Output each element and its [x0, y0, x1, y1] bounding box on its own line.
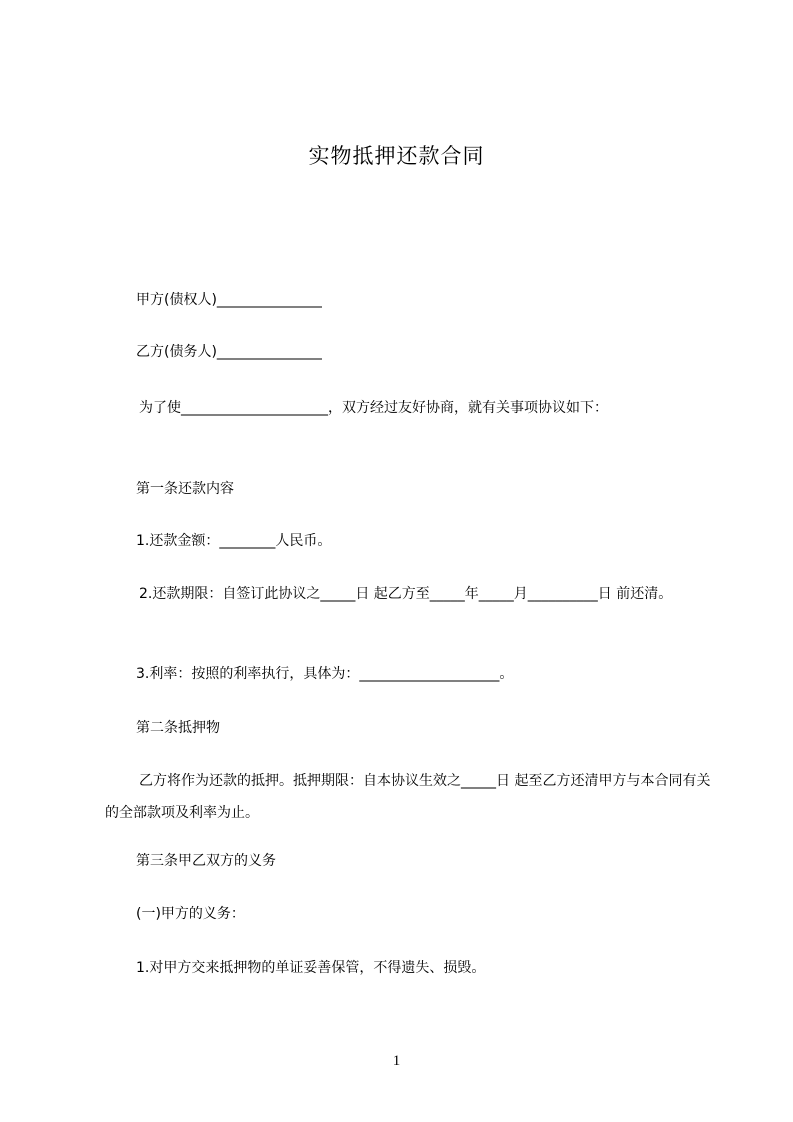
article-3-item-1: 1.对甲方交来抵押物的单证妥善保管，不得遗失、损毁。: [136, 960, 486, 976]
party-a-line: 甲方(债权人)_______________: [136, 292, 322, 308]
article-1-heading: 第一条还款内容: [136, 481, 234, 497]
page-number: 1: [392, 1053, 401, 1069]
article-2-body: 乙方将作为还款的抵押。抵押期限：自本协议生效之_____日 起至乙方还清甲方与本合同有关的全部款项及利率为止。: [105, 773, 711, 821]
article-1-item-1: 1.还款金额：________人民币。: [136, 533, 332, 549]
article-3-heading: 第三条甲乙双方的义务: [136, 853, 276, 869]
party-b-line: 乙方(债务人)_______________: [136, 344, 322, 360]
document-title: 实物抵押还款合同: [308, 144, 485, 168]
intro-paragraph: 为了使_____________________，双方经过友好协商，就有关事项协议如下：: [139, 400, 608, 416]
article-1-item-2: 2.还款期限：自签订此协议之_____日 起乙方至_____年_____月__________日 前还清。: [139, 586, 673, 602]
article-1-item-3: 3.利率：按照的利率执行，具体为：____________________。: [136, 666, 514, 682]
article-3-subheading-1: (一)甲方的义务：: [136, 906, 245, 922]
article-2-heading: 第二条抵押物: [136, 720, 220, 736]
